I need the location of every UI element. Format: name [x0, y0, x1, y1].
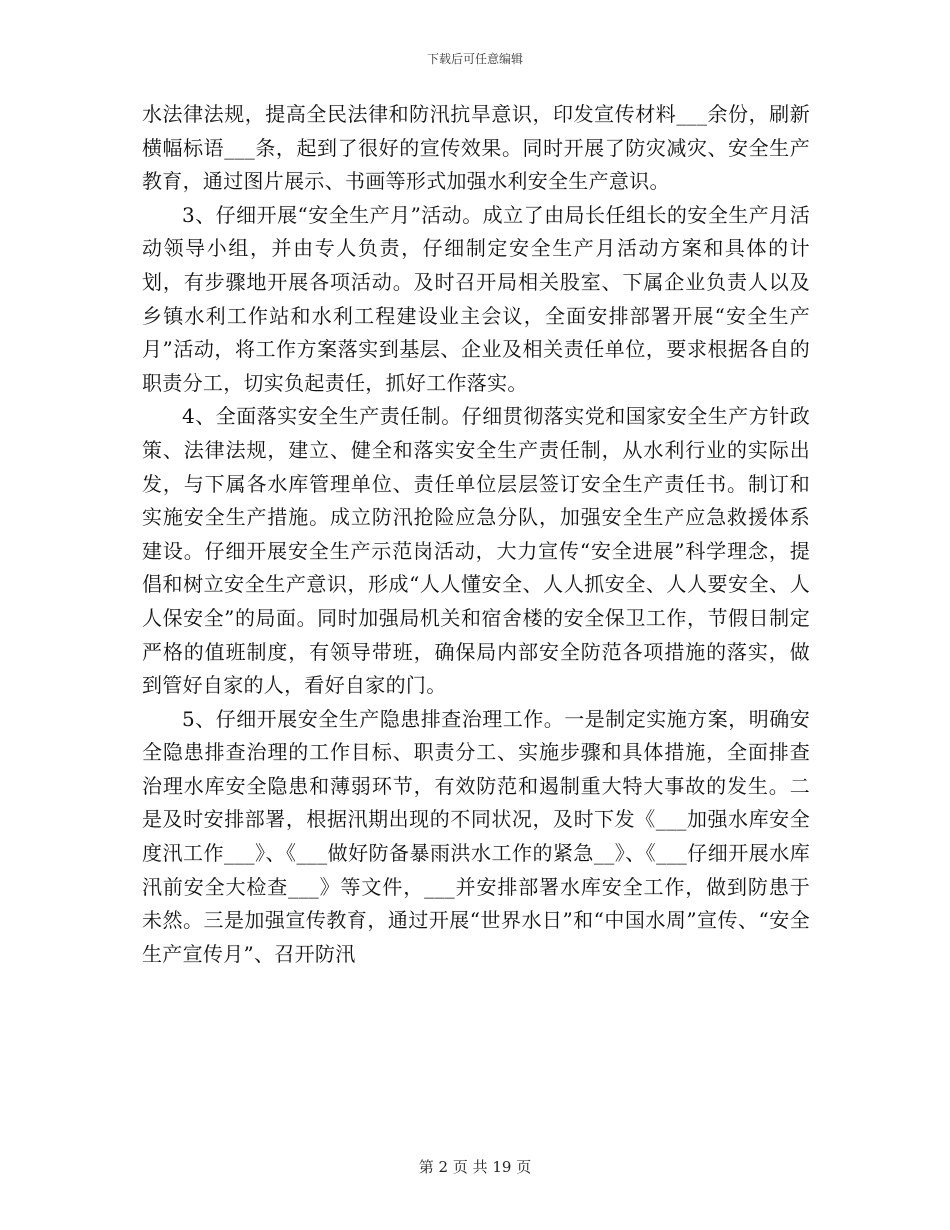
- paragraph-item-3: 3、仔细开展“安全生产月”活动。成立了由局长任组长的安全生产月活动领导小组，并由专人负责，仔细制定安全生产月活动方案和具体的计划，有步骤地开展各项活动。及时召开局相关股室、下属企业负责人以及乡镇水利工作站和水利工程建设业主会议，全面安排部署开展“安全生产月”活动，将工作方案落实到基层、企业及相关责任单位，要求根据各自的职责分工，切实负起责任，抓好工作落实。: [142, 202, 810, 395]
- document-body: [142, 98, 810, 971]
- paragraph-item-5: 5、仔细开展安全生产隐患排查治理工作。一是制定实施方案，明确安全隐患排查治理的工作目标、职责分工、实施步骤和具体措施，全面排查治理水库安全隐患和薄弱环节，有效防范和遏制重大特大事故的发生。二是及时安排部署，根据汛期出现的不同状况，及时下发《___加强水库安全度汛工作___》、《___做好防备暴雨洪水工作的紧急__》、《___仔细开展水库汛前安全大检查___》等文件，___并安排部署水库安全工作，做到防患于未然。三是加强宣传教育，通过开展“世界水日”和“中国水周”宣传、“安全生产宣传月”、召开防汛: [142, 706, 810, 966]
- paragraph-item-4: 4、全面落实安全生产责任制。仔细贯彻落实党和国家安全生产方针政策、法律法规，建立、健全和落实安全生产责任制，从水利行业的实际出发，与下属各水库管理单位、责任单位层层签订安全生产责任书。制订和实施安全生产措施。成立防汛抢险应急分队，加强安全生产应急救援体系建设。仔细开展安全生产示范岗活动，大力宣传“安全进展”科学理念，提倡和树立安全生产意识，形成“人人懂安全、人人抓安全、人人要安全、人人保安全”的局面。同时加强局机关和宿舍楼的安全保卫工作，节假日制定严格的值班制度，有领导带班，确保局内部安全防范各项措施的落实，做到管好自家的人，看好自家的门。: [142, 404, 810, 698]
- page-number: 第 2 页 共 19 页: [418, 1158, 532, 1176]
- paragraph-continuation: 水法律法规，提高全民法律和防汛抗旱意识，印发宣传材料___余份，刷新横幅标语___条，起到了很好的宣传效果。同时开展了防灾减灾、安全生产教育，通过图片展示、书画等形式加强水利安全生产意识。: [142, 102, 810, 194]
- page-header: 下载后可任意编辑: [426, 52, 523, 66]
